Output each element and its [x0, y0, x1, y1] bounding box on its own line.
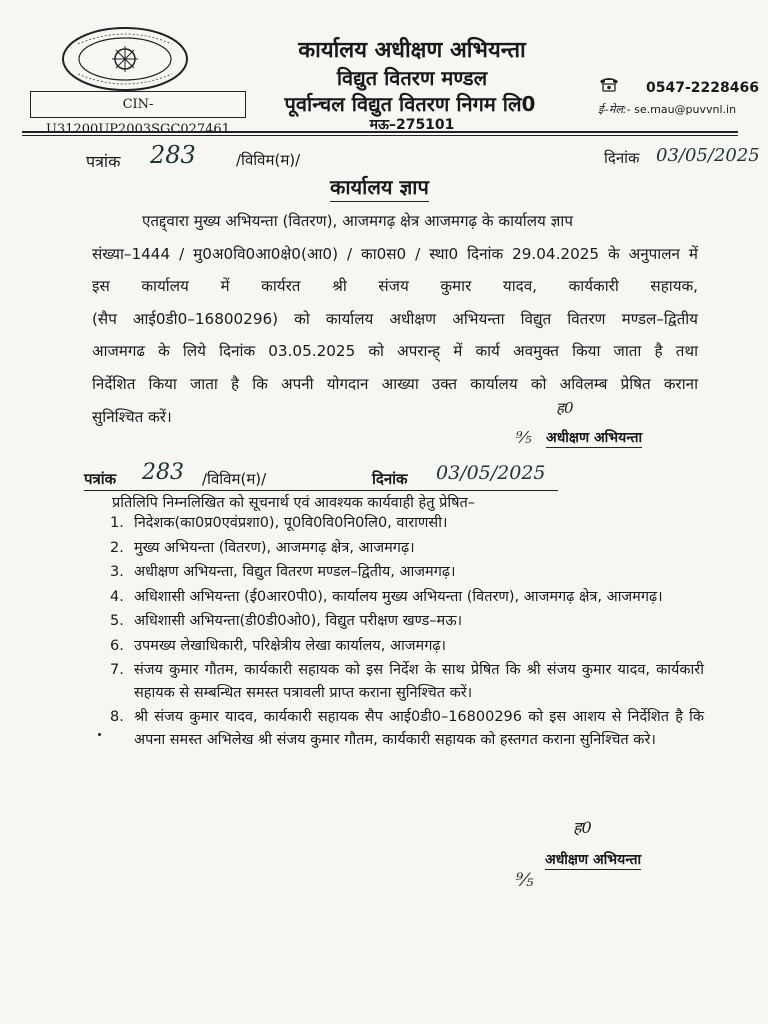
city-pincode: मऊ–275101 — [369, 117, 455, 133]
office-title: कार्यालय अधीक्षण अभियन्ता — [298, 38, 526, 63]
item-text: उपमख्य लेखाधिकारी, परिक्षेत्रीय लेखा कार्यालय, आजमगढ़। — [134, 637, 447, 654]
body-line: संख्या–1444 / मु0अ0वि0आ0क्षे0(आ0) / का0स0 / स्था0 दिनांक 29.04.2025 के अनुपालन में — [92, 244, 698, 263]
item-number: 6. — [110, 637, 124, 654]
signature-mark: ह0 — [556, 399, 574, 417]
circle-name: विद्युत वितरण मण्डल — [336, 66, 488, 90]
date-label: दिनांक — [372, 470, 408, 488]
margin-dot — [98, 733, 101, 736]
copy-ref-row — [84, 460, 558, 491]
list-item — [110, 537, 704, 560]
item-number: 7. — [110, 662, 124, 678]
ref-label: पत्रांक — [86, 152, 121, 171]
ref-label: पत्रांक — [84, 470, 117, 488]
signatory-designation: अधीक्षण अभियन्ता — [545, 852, 642, 868]
telephone-icon — [598, 76, 620, 92]
corporate-seal-logo — [58, 26, 192, 92]
copy-intro: प्रतिलिपि निम्नलिखित को सूचनार्थ एवं आवश्यक कार्यवाही हेतु प्रेषित– — [112, 495, 476, 511]
initials-handwritten: ⁹⁄₅ — [516, 870, 534, 891]
body-line: इस कार्यालय में कार्यरत श्री संजय कुमार यादव, कार्यकारी सहायक, — [92, 277, 698, 296]
email-label: ई–मेल:- — [598, 103, 631, 116]
list-item — [110, 586, 704, 609]
header-rule-thick — [22, 131, 738, 133]
list-item — [110, 512, 704, 535]
cin-number: CIN-U31200UP2003SGC027461 — [30, 91, 246, 118]
ref-number-handwritten: 283 — [150, 141, 196, 169]
item-text: मुख्य अभियन्ता (वितरण), आजमगढ़ क्षेत्र, आजमगढ़। — [134, 539, 415, 556]
item-text: संजय कुमार गौतम, कार्यकारी सहायक को इस निर्देश के साथ प्रेषित कि श्री संजय कुमार यादव, कार्यकारी सहायक से सम्बन्धित समस्त पत्रावली प्राप्त कराना सुनिश्चित करें। — [134, 662, 704, 701]
body-line: सुनिश्चित करें। — [92, 407, 172, 426]
email-address: se.mau@puvvnl.in — [634, 103, 737, 116]
memo-body — [92, 205, 698, 433]
list-item — [110, 659, 704, 704]
list-item — [110, 706, 704, 751]
phone-number: 0547-2228466 — [646, 80, 759, 96]
body-line: एतद्द्वारा मुख्य अभियन्ता (वितरण), आजमगढ़ क्षेत्र आजमगढ़ के कार्यालय ज्ञाप — [142, 212, 573, 230]
item-text: अधीक्षण अभियन्ता, विद्युत वितरण मण्डल–द्वितीय, आजमगढ़। — [134, 564, 456, 580]
header-rule-thin — [22, 135, 738, 136]
date-label: दिनांक — [604, 149, 640, 167]
body-line: (सैप आई0डी0–16800296) को कार्यालय अधीक्षण अभियन्ता विद्युत वितरण मण्डल–द्वितीय — [92, 309, 698, 328]
ref-dept: /विविम(म)/ — [236, 151, 301, 169]
ref-dept: /विविम(म)/ — [202, 470, 267, 488]
copy-recipient-list — [110, 512, 704, 753]
list-item — [110, 610, 704, 633]
list-item — [110, 635, 704, 658]
item-text: अधिशासी अभियन्ता (ई0आर0पी0), कार्यालय मुख्य अभियन्ता (वितरण), आजमगढ़ क्षेत्र, आजमगढ़। — [134, 588, 663, 605]
memo-title: कार्यालय ज्ञाप — [330, 173, 429, 202]
corporation-name: पूर्वान्चल विद्युत वितरण निगम लि0 — [284, 92, 536, 116]
signatory-designation: अधीक्षण अभियन्ता — [546, 430, 643, 446]
body-line: निर्देशित किया जाता है कि अपनी योगदान आख्या उक्त कार्यालय को अविलम्ब प्रेषित कराना — [92, 374, 698, 393]
list-item — [110, 561, 704, 584]
date-handwritten: 03/05/2025 — [436, 462, 546, 484]
date-handwritten: 03/05/2025 — [656, 145, 760, 166]
item-number: 5. — [110, 613, 124, 629]
item-number: 8. — [110, 709, 124, 725]
item-text: अधिशासी अभियन्ता(डी0डी0ओ0), विद्युत परीक्षण खण्ड–मऊ। — [134, 613, 463, 629]
ref-number-handwritten: 283 — [142, 460, 184, 485]
email-line — [598, 102, 736, 117]
item-number: 1. — [110, 515, 124, 531]
item-text: निदेशक(का0प्र0एवंप्रशा0), पू0वि0वि0नि0लि0, वाराणसी। — [134, 515, 448, 531]
initials-handwritten: ⁹⁄₅ — [516, 428, 532, 447]
item-number: 2. — [110, 539, 124, 556]
item-number: 4. — [110, 588, 124, 605]
item-text: श्री संजय कुमार यादव, कार्यकारी सहायक सैप आई0डी0–16800296 को इस आशय से निर्देशित है कि अपना समस्त अभिलेख श्री संजय कुमार गौतम, कार्यकारी सहायक को हस्तगत कराना सुनिश्चित करे। — [134, 709, 704, 748]
signature-mark: ह0 — [573, 818, 592, 837]
item-number: 3. — [110, 564, 124, 580]
body-line: आजमगढ के लिये दिनांक 03.05.2025 को अपरान्ह् में कार्य अवमुक्त किया जाता है तथा — [92, 342, 698, 361]
